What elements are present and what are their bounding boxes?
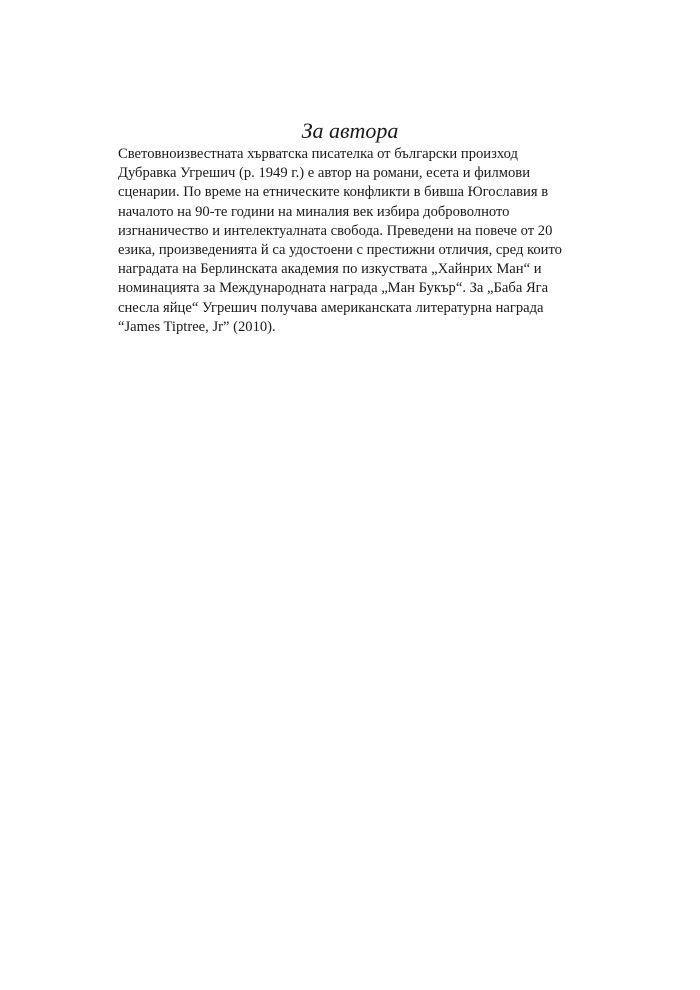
text-line: Дубравка Угрешич (р. 1949 г.) е автор на романи, есета и филмови	[118, 165, 531, 182]
text-line: наградата на Берлинската академия по изкуствата „Хайнрих Ман“ и	[118, 261, 542, 278]
text-line: сценарии. По време на етническите конфликти в бивша Югославия в	[118, 184, 549, 201]
text-line: Световноизвестната хърватска писателка от български произход	[118, 146, 518, 162]
text-line: снесла яйце“ Угрешич получава американската литературна награда	[118, 299, 544, 316]
page-title: За автора	[301, 118, 399, 143]
text-line: началото на 90-те години на миналия век избира доброволното	[118, 203, 510, 220]
text-line: изгнаничество и интелектуалната свобода. Преведени на повече от 20	[118, 222, 553, 239]
text-line: “James Tiptree, Jr” (2010).	[118, 318, 276, 335]
author-bio-paragraph	[118, 145, 598, 337]
text-line: номинацията за Международната награда „Ман Букър“. За „Баба Яга	[118, 280, 549, 297]
text-line: езика, произведенията й са удостоени с престижни отличия, сред които	[118, 242, 562, 259]
